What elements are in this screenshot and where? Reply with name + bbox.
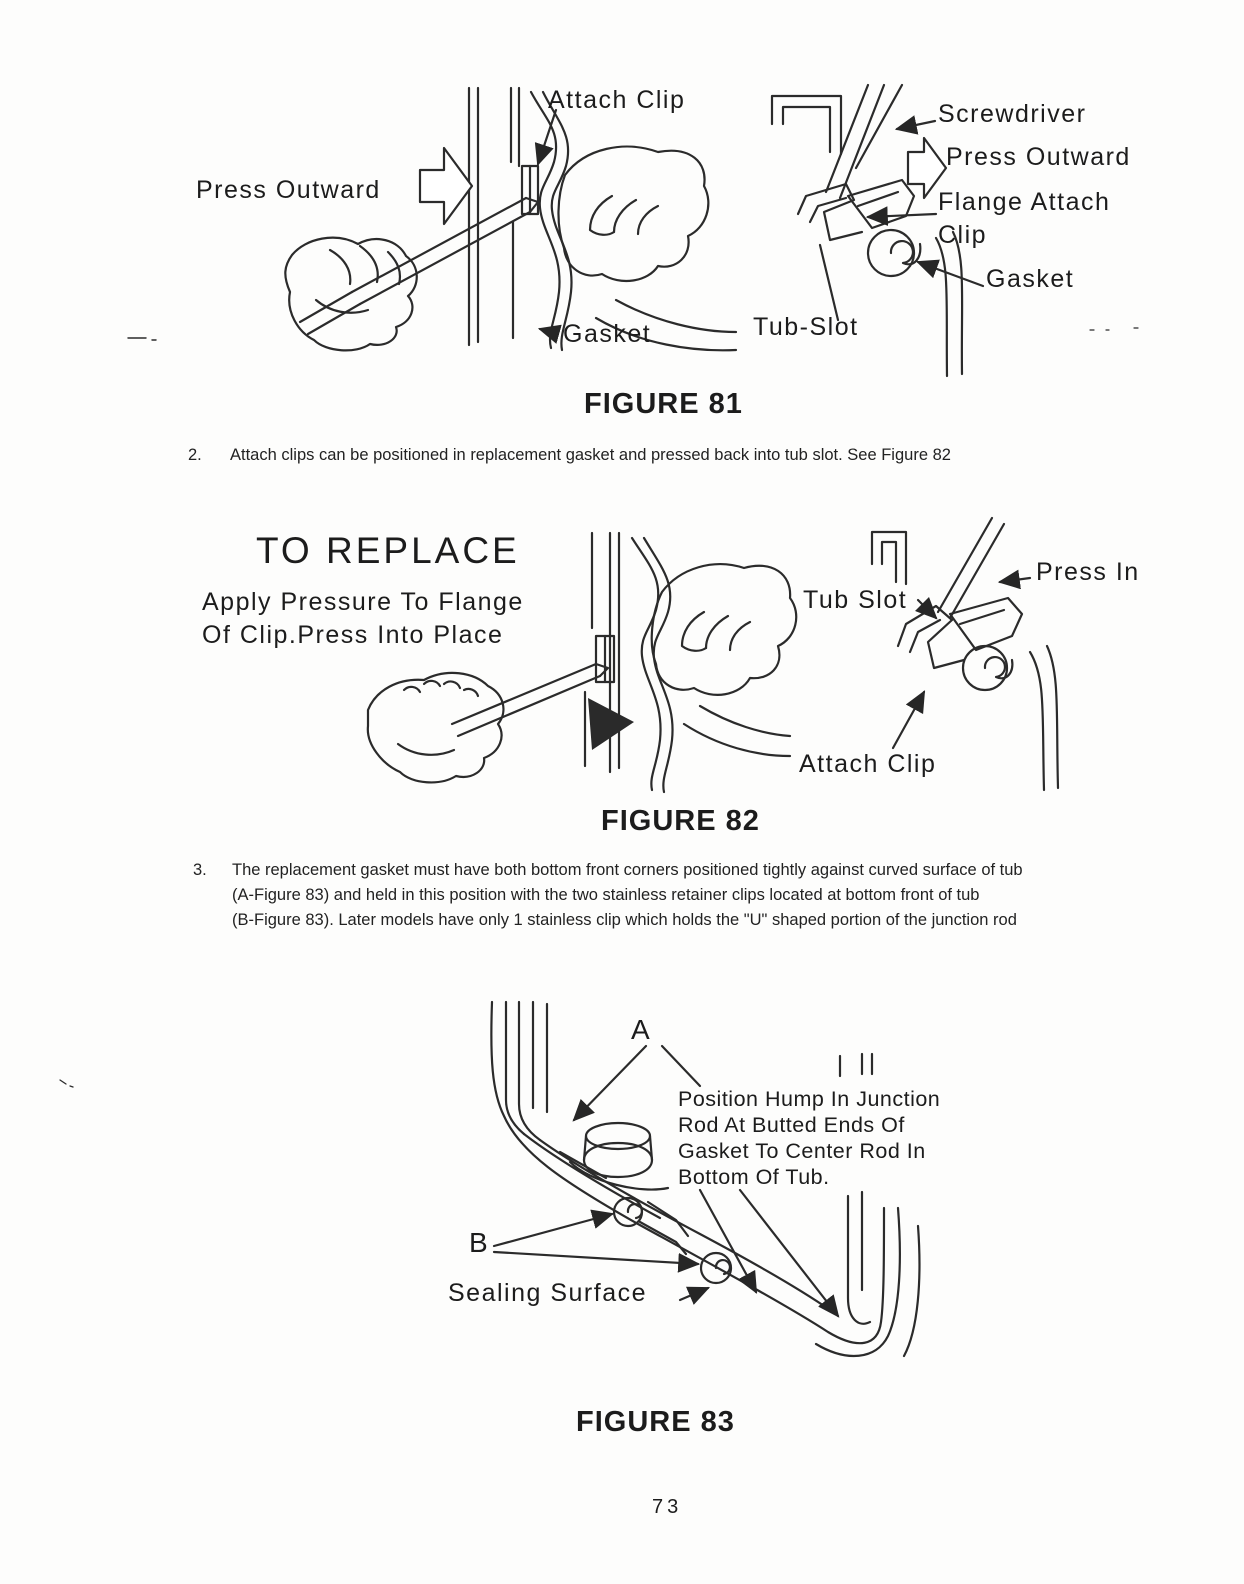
hand-fist bbox=[285, 238, 416, 351]
attach-clip-part bbox=[596, 636, 614, 682]
gasket-curve bbox=[531, 92, 572, 350]
screwdriver-tool bbox=[938, 518, 1004, 618]
step3-number: 3. bbox=[193, 861, 207, 879]
gasket-leader bbox=[540, 329, 558, 334]
figure-82-caption: FIGURE 82 bbox=[601, 805, 760, 837]
gasket-spiral bbox=[868, 230, 920, 276]
a-leader-2 bbox=[662, 1046, 700, 1086]
attach-clip-leader bbox=[893, 692, 924, 748]
label-sealing-surface: Sealing Surface bbox=[448, 1279, 648, 1307]
attach-clip-part bbox=[522, 166, 538, 214]
screwdriver-leader bbox=[897, 121, 935, 129]
tub-slot-channel bbox=[798, 184, 862, 240]
label-attach-clip-82: Attach Clip bbox=[799, 750, 937, 778]
label-attach-clip: Attach Clip bbox=[548, 86, 686, 114]
hand-gripping bbox=[558, 147, 708, 281]
junction-rod-hump bbox=[570, 1123, 668, 1190]
label-tub-slot: Tub-Slot bbox=[753, 313, 859, 341]
press-in-leader bbox=[1000, 578, 1030, 582]
to-replace-title: TO REPLACE bbox=[256, 530, 520, 571]
tub-slot-leader bbox=[820, 245, 838, 320]
label-gasket-left: Gasket bbox=[563, 320, 652, 348]
tub-slot-channel bbox=[898, 606, 964, 668]
screwdriver-tool bbox=[826, 85, 902, 198]
attach-clip-part bbox=[950, 598, 1022, 650]
label-b: B bbox=[469, 1227, 488, 1258]
tub-flange-hook bbox=[872, 532, 906, 584]
figure-83-caption: FIGURE 83 bbox=[576, 1406, 735, 1438]
a-leader bbox=[574, 1046, 646, 1120]
label-press-outward-right: Press Outward bbox=[946, 143, 1131, 171]
label-press-in: Press In bbox=[1036, 558, 1140, 586]
step3-line3: (B-Figure 83). Later models have only 1 stainless clip which holds the "U" shaped portion of the junction rod bbox=[232, 911, 1017, 929]
hand-fist bbox=[368, 673, 504, 783]
label-note-3: Gasket To Center Rod In bbox=[678, 1139, 926, 1163]
page-number: 73 bbox=[652, 1496, 683, 1518]
press-outward-arrow bbox=[420, 148, 472, 224]
label-note-1: Position Hump In Junction bbox=[678, 1087, 941, 1111]
label-note-2: Rod At Butted Ends Of bbox=[678, 1113, 905, 1137]
figure-81-caption: FIGURE 81 bbox=[584, 388, 743, 420]
label-tub-slot-82: Tub Slot bbox=[803, 586, 908, 614]
retainer-clip-2 bbox=[701, 1253, 731, 1283]
flange-clip-leader bbox=[868, 214, 936, 217]
flange-attach-clip-part bbox=[848, 180, 914, 228]
label-instruction-1: Apply Pressure To Flange bbox=[202, 588, 524, 616]
label-screwdriver: Screwdriver bbox=[938, 100, 1087, 128]
step2-text: Attach clips can be positioned in replacement gasket and pressed back into tub slot. See Figure 82 bbox=[230, 446, 951, 464]
hand-gripping bbox=[652, 564, 796, 695]
tub-flange-hook bbox=[772, 96, 841, 154]
label-note-4: Bottom Of Tub. bbox=[678, 1165, 830, 1189]
step2-number: 2. bbox=[188, 446, 202, 464]
label-instruction-2: Of Clip.Press Into Place bbox=[202, 621, 504, 649]
sealing-surface-leader bbox=[680, 1288, 708, 1300]
gasket-curve bbox=[632, 538, 673, 792]
gasket-spiral bbox=[963, 646, 1012, 690]
step3-line1: The replacement gasket must have both bottom front corners positioned tightly against curved surface of tub bbox=[232, 861, 1023, 879]
gasket-leader bbox=[918, 262, 983, 286]
b-leader-1 bbox=[494, 1214, 612, 1246]
step3-line2: (A-Figure 83) and held in this position with the two stainless retainer clips located at bottom front of tub bbox=[232, 886, 980, 904]
screwdriver-tool bbox=[300, 198, 538, 334]
label-flange-attach: Flange Attach bbox=[938, 188, 1111, 216]
b-leader-2 bbox=[494, 1252, 698, 1264]
label-press-outward: Press Outward bbox=[196, 176, 381, 204]
label-flange-attach-clip: Clip bbox=[938, 221, 988, 249]
note-leader-2 bbox=[740, 1190, 838, 1316]
label-gasket-right: Gasket bbox=[986, 265, 1075, 293]
label-a: A bbox=[631, 1014, 650, 1045]
